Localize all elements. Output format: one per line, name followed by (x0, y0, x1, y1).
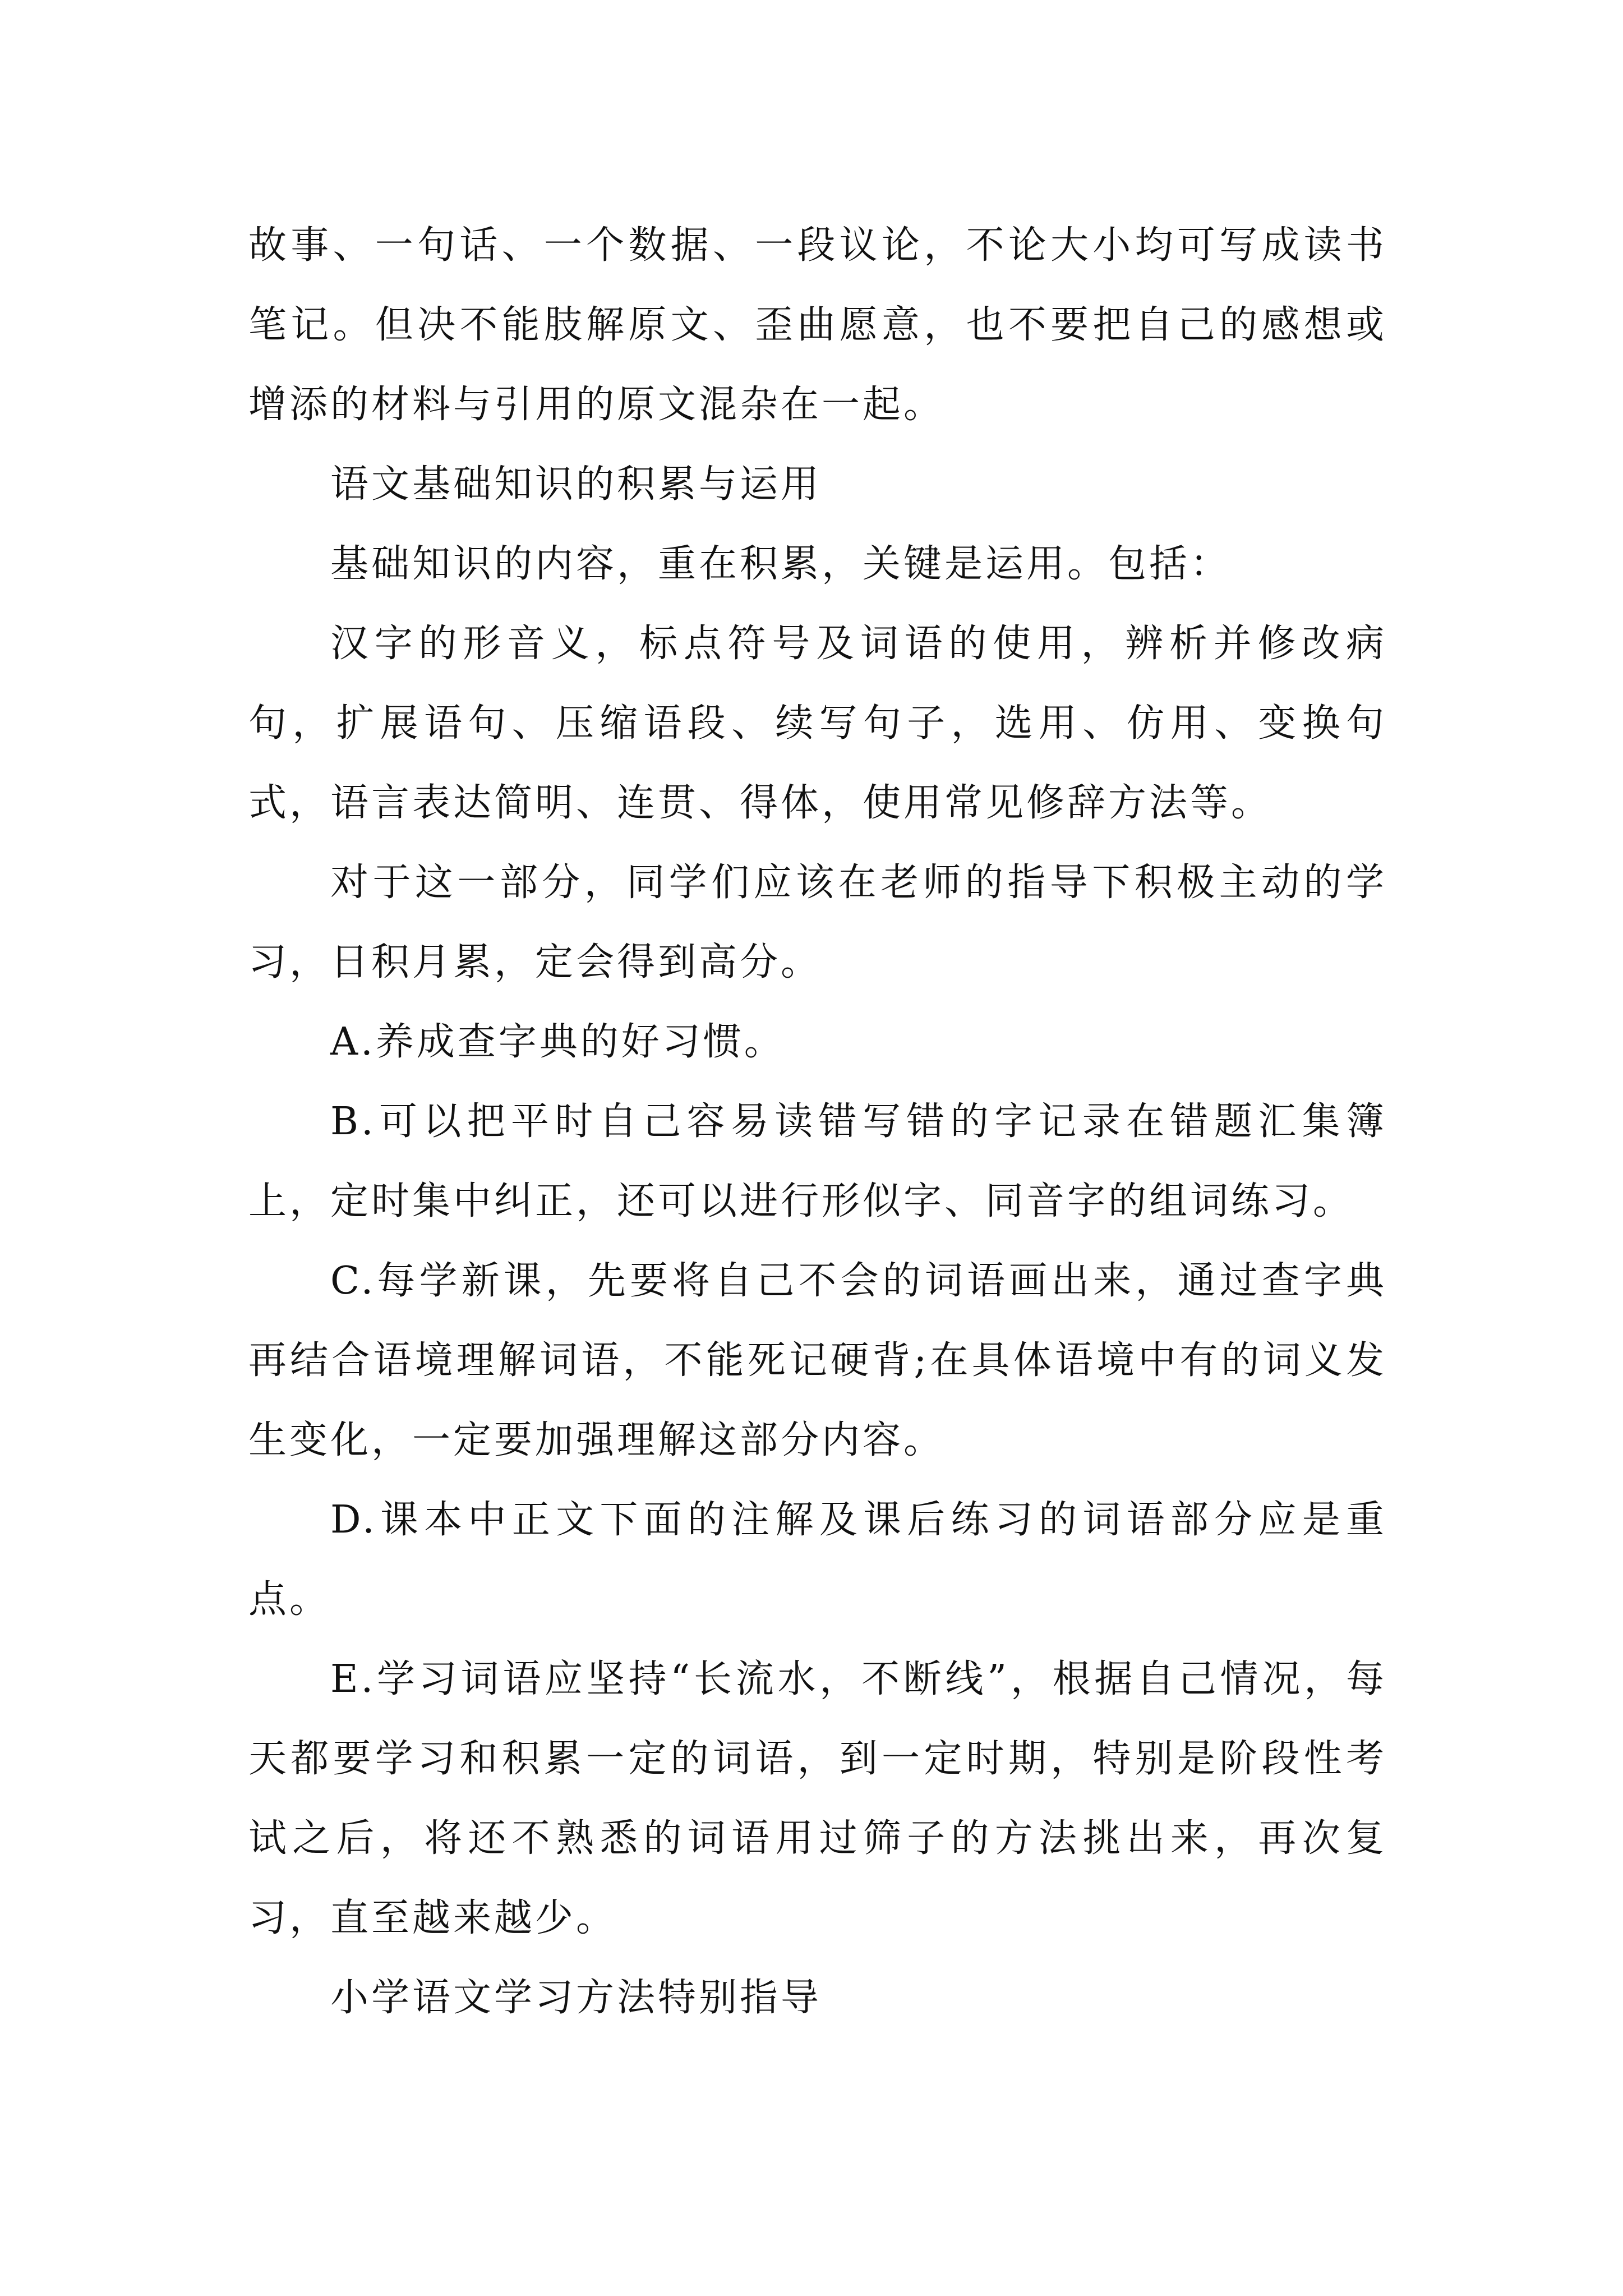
list-item-c: C.每学新课，先要将自己不会的词语画出来，通过查字典再结合语境理解词语，不能死记硬背;在具体语境中有的词义发生变化，一定要加强理解这部分内容。 (248, 1259, 1387, 1462)
section-heading-basic-knowledge: 语文基础知识的积累与运用 (330, 462, 822, 507)
paragraph-continuation: 故事、一句话、一个数据、一段议论，不论大小均可写成读书笔记。但决不能肢解原文、歪曲愿意，也不要把自己的感想或增添的材料与引用的原文混杂在一起。 (248, 223, 1387, 427)
document-body (248, 206, 1387, 2038)
list-item-d: D.课本中正文下面的注解及课后练习的词语部分应是重点。 (248, 1498, 1387, 1622)
paragraph-scope: 汉字的形音义，标点符号及词语的使用，辨析并修改病句，扩展语句、压缩语段、续写句子，选用、仿用、变换句式，语言表达简明、连贯、得体，使用常见修辞方法等。 (248, 622, 1387, 825)
paragraph-advice: 对于这一部分，同学们应该在老师的指导下积极主动的学习，日积月累，定会得到高分。 (248, 861, 1387, 984)
list-item-a: A.养成查字典的好习惯。 (330, 1020, 785, 1064)
section-heading-study-method: 小学语文学习方法特别指导 (330, 1976, 822, 2020)
list-item-b: B.可以把平时自己容易读错写错的字记录在错题汇集簿上，定时集中纠正，还可以进行形似字、同音字的组词练习。 (248, 1099, 1387, 1223)
list-item-e: E.学习词语应坚持“长流水，不断线”，根据自己情况，每天都要学习和积累一定的词语，到一定时期，特别是阶段性考试之后，将还不熟悉的词语用过筛子的方法挑出来，再次复习，直至越来越少。 (248, 1657, 1387, 1940)
paragraph-intro: 基础知识的内容，重在积累，关键是运用。包括： (330, 542, 1232, 586)
